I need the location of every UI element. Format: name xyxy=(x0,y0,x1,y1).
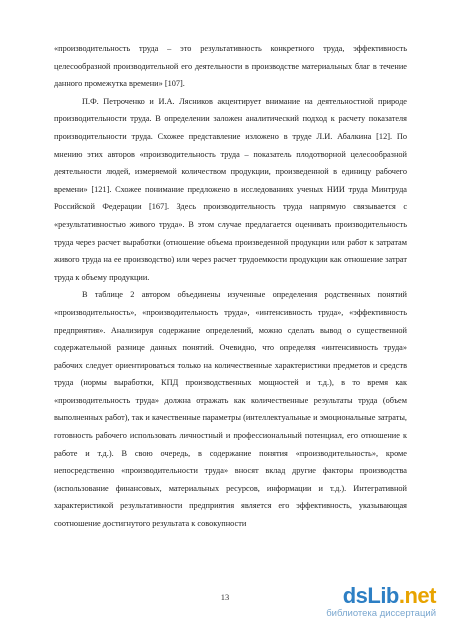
dslib-watermark xyxy=(286,584,436,628)
paragraph-3: В таблице 2 автором объединены изученные определения родственных понятий «производительность», «производительность труда», «интенсивность труда», «эффективность предприятия». Анализируя содержание определений, можно сделать вывод о существенной содержательной разнице данных понятий. Очевидно, что определяя «интенсивность труда» рабочих следует ориентироваться только на количественные характеристики предметов и средств труда (нормы выработки, КПД производственных мощностей и т.д.), в то время как «производительность труда» должна отражать как количественные результаты труда (объем выполненных работ), так и качественные параметры (интеллектуальные и эмоциональные затраты, готовность рабочего использовать личностный и профессиональный потенциал, его отношение к работе и т.д.). В свою очередь, в содержание понятия «производительность», кроме непосредственно «производительности труда» вносят вклад другие факторы производства (использование финансовых, материальных ресурсов, информации и т.д.). Интегративной характеристикой результативности предприятия является его эффективность, указывающая соотношение достигнутого результата к совокупности xyxy=(54,290,407,529)
dslib-logo: dsLib.net xyxy=(342,583,436,608)
watermark-caption: библиотека диссертаций xyxy=(326,608,436,619)
body-text xyxy=(54,40,407,533)
paragraph-1: «производительность труда – это результативность конкретного труда, эффективность целесообразной производительной его деятельности в производстве материальных благ в течение данного промежутка времени» [107]. xyxy=(54,44,407,89)
paragraph-2: П.Ф. Петроченко и И.А. Лясников акцентирует внимание на деятельностной природе производительности труда. В определении заложен аналитический подход к расчету показателя производительности труда. Схожее представление изложено в труде Л.И. Абалкина [12]. По мнению этих авторов «производительность труда – показатель плодотворной целесообразной деятельности людей, измеряемой количеством продукции, произведенной в единицу рабочего времени» [121]. Схожее понимание предложено в исследованиях ученых НИИ труда Минтруда Российской Федерации [167]. Здесь производительность труда напрямую связывается с «результативностью живого труда». В этом случае предлагается оценивать производительность труда через расчет выработки (отношение объема произведенной продукции или работ к затратам живого труда на ее производство) или через расчет трудоемкости продукции как отношение затрат труда к объему продукции. xyxy=(54,96,407,282)
page-number: 13 xyxy=(220,592,230,602)
